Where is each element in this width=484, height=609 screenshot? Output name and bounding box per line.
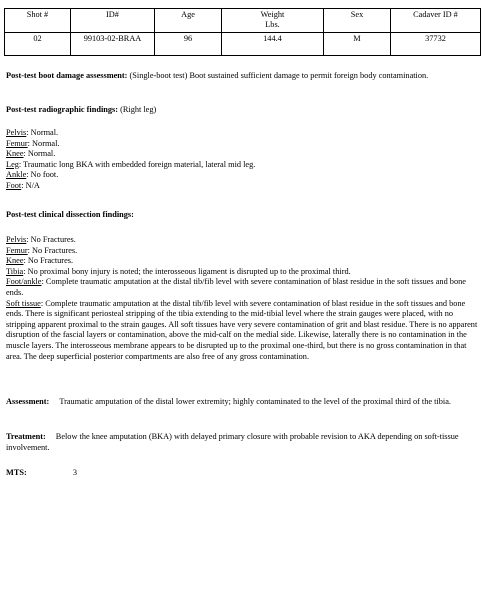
- cell-sex: M: [324, 33, 391, 56]
- boot-damage-label: Post-test boot damage assessment:: [6, 71, 128, 80]
- list-item: Knee: Normal.: [6, 149, 56, 159]
- list-item: Ankle: No foot.: [6, 170, 59, 180]
- cell-weight: 144.4: [222, 33, 324, 56]
- mts-section: [6, 468, 478, 479]
- radiographic-heading: [6, 105, 478, 116]
- list-item: Foot/ankle: Complete traumatic amputation at the distal tib/fib level with severe contamination of blast residue in the soft tissues and bone ends.: [6, 277, 466, 297]
- list-item: Femur: No Fractures.: [6, 245, 78, 255]
- cell-shot: 02: [5, 33, 71, 56]
- radiographic-suffix: (Right leg): [120, 105, 157, 114]
- clinical-list: [6, 235, 478, 362]
- col-age: Age: [155, 9, 222, 33]
- list-item: Leg: Traumatic long BKA with embedded foreign material, lateral mid leg.: [6, 159, 256, 169]
- assessment-section: [6, 397, 478, 408]
- treatment-label: Treatment:: [6, 432, 46, 441]
- boot-damage-section: [6, 71, 478, 82]
- list-item: Pelvis: Normal.: [6, 128, 59, 137]
- cell-age: 96: [155, 33, 222, 56]
- assessment-label: Assessment:: [6, 397, 50, 406]
- mts-label: MTS:: [6, 468, 27, 477]
- cadaver-info-table: [4, 8, 481, 56]
- clinical-label: Post-test clinical dissection findings:: [6, 210, 134, 219]
- list-item: Knee: No Fractures.: [6, 256, 74, 266]
- list-item: Femur: Normal.: [6, 138, 60, 148]
- treatment-section: [6, 432, 478, 453]
- radiographic-list: [6, 128, 478, 192]
- list-item: Soft tissue: Complete traumatic amputation at the distal tib/fib level with severe contamination of blast residue in the soft tissues and bone ends. There is significant periosteal stripping of the tibia extending to the mid-tibial level where the strain gauges were placed, with no stripping apparent proximal to the strain gauges. All soft tissues have very severe contamination of grit and blast residue. There is no apparent disruption of the fascial layers or contamination, above the mid-calf on the medial side. Likewise, laterally there is no contamination in the muscle layers. The interosseous membrane appears to be disrupted up to the proximal one-third, but there is no gross contamination in that area. The deep superficial posterior compartments are also free of any gross contamination.: [6, 298, 478, 361]
- cell-cadaver-id: 37732: [391, 33, 481, 56]
- col-weight: Weight Lbs.: [222, 9, 324, 33]
- treatment-text: Below the knee amputation (BKA) with delayed primary closure with probable revision to AKA depending on soft-tissue involvement.: [6, 432, 459, 452]
- clinical-heading: [6, 210, 478, 221]
- cell-id: 99103-02-BRAA: [71, 33, 155, 56]
- table-header-row: [5, 9, 481, 33]
- radiographic-label: Post-test radiographic findings:: [6, 105, 119, 114]
- list-item: Tibia: No proximal bony injury is noted; the interosseous ligament is disrupted up to the proximal third.: [6, 266, 351, 276]
- col-id: ID#: [71, 9, 155, 33]
- col-sex: Sex: [324, 9, 391, 33]
- list-item: Pelvis: No Fractures.: [6, 235, 76, 244]
- boot-damage-text: (Single-boot test) Boot sustained sufficient damage to permit foreign body contamination.: [129, 71, 429, 80]
- col-shot: Shot #: [5, 9, 71, 33]
- assessment-text: Traumatic amputation of the distal lower extremity; highly contaminated to the level of the proximal third of the tibia.: [59, 397, 451, 406]
- col-cadaver-id: Cadaver ID #: [391, 9, 481, 33]
- table-row: [5, 33, 481, 56]
- mts-value: 3: [72, 468, 78, 477]
- list-item: Foot: N/A: [6, 180, 40, 190]
